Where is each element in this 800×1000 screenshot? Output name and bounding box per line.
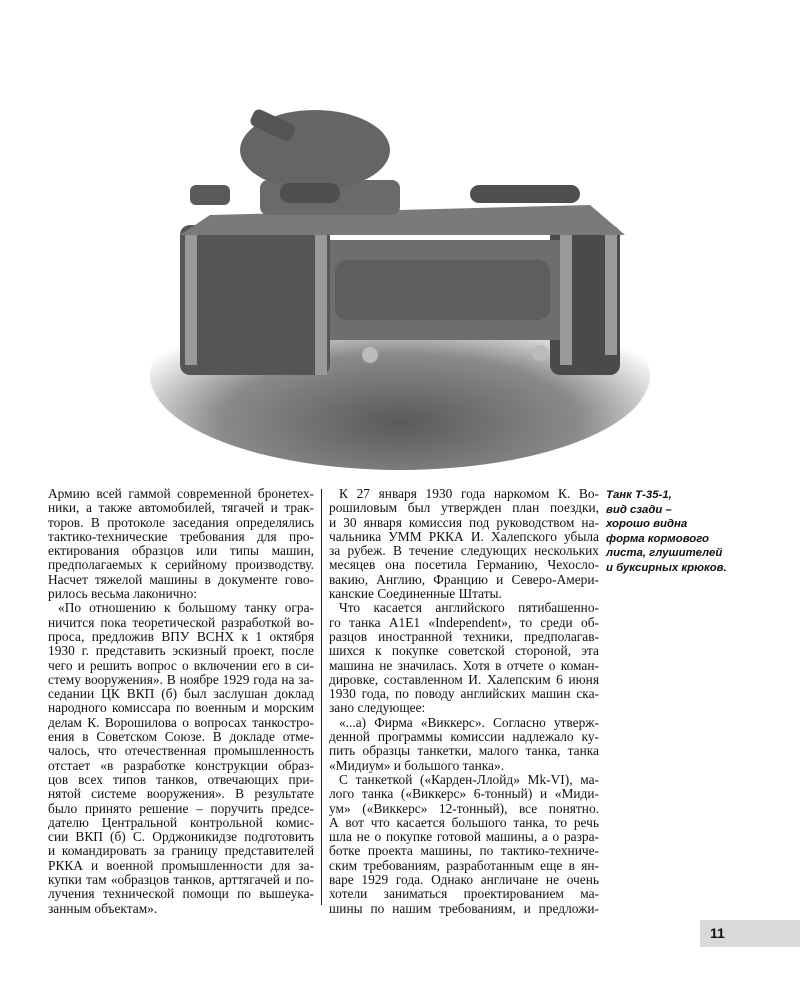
text-line: стему вооружения». В ноябре 1929 года на за- — [48, 672, 314, 687]
text-line: шла не о покупке готовой машины, а о разра- — [329, 830, 599, 845]
paragraph — [329, 716, 599, 773]
text-line: сии ВКП (б) С. Орджоникидзе подготовить — [48, 830, 314, 845]
text-line: торов. В протоколе заседания определялись — [48, 515, 314, 530]
text-line: проса, предложив ВПУ ВСНХ к 1 октября — [48, 629, 314, 644]
text-line: разцов иностранной техники, предполагав- — [329, 629, 599, 644]
text-line: нятой системе вооружения». В результате — [48, 787, 314, 802]
text-line: А вот что касается большого танка, то речь — [329, 815, 599, 830]
text-line: цов всех типов танков, отвечающих при- — [48, 772, 314, 787]
text-line: денной программы комиссии надлежало ку- — [329, 730, 599, 745]
text-line: отстает «в разработке конструкции образ- — [48, 758, 314, 773]
text-line: лого танка («Виккерс» 6-тонный) и «Миди- — [329, 787, 599, 802]
caption-line: листа, глушителей — [606, 547, 723, 559]
caption-line: форма кормового — [606, 532, 709, 545]
text-line: К 27 января 1930 года наркомом К. Во- — [339, 487, 599, 501]
text-line: машина не значилась. Хотя в отчете о коман- — [329, 658, 599, 673]
text-line: 1930 года, по поводу английских машин ска- — [329, 687, 599, 702]
text-line: и 30 января комиссия под руководством на- — [329, 515, 599, 530]
caption-line: и буксирных крюков. — [606, 561, 727, 574]
text-line: предполагаемых к серийному производству. — [48, 558, 314, 573]
caption-line: хорошо видна — [606, 518, 688, 530]
page-number: 11 — [710, 925, 725, 941]
text-line: ум» («Виккерс» 12-тонный), все понятно. — [329, 801, 599, 816]
text-line: ники, а также автомобилей, тягачей и трак- — [48, 501, 314, 516]
text-line: шины по нашим требованиям, и предложи- — [329, 901, 599, 916]
text-line: ским требованиям, разработанным еще в ян- — [329, 858, 599, 873]
text-line: и командировать за границу представителей — [48, 844, 314, 859]
text-line: РККА и военной промышленности для за- — [48, 858, 314, 873]
text-line: го танка A1E1 «Independent», то среди об- — [329, 615, 599, 630]
text-line: дировке, составленном И. Халепским 6 июня — [329, 672, 599, 687]
text-line: ектирования образцов или типы машин, — [48, 544, 314, 559]
text-line: «Мидиум» и большого танка». — [329, 758, 505, 773]
text-line: седании ЦК ВКП (б) был заслушан доклад — [48, 687, 314, 702]
text-line: чего и решить вопрос о включении его в си- — [48, 658, 314, 673]
paragraph — [48, 487, 314, 601]
tank — [180, 107, 625, 375]
paragraph — [48, 601, 314, 916]
paragraph — [329, 487, 599, 601]
text-line: 1930 г. представить эскизный проект, после — [48, 644, 314, 659]
text-line: зано следующее: — [329, 701, 426, 716]
text-line: шихся к покупке советской стороной, эта — [329, 644, 599, 659]
text-line: ничится пока теоретической разработкой во- — [48, 615, 314, 630]
text-line: рилось весьма лаконично: — [48, 587, 198, 602]
text-line: варе 1929 года. Однако англичане не очень — [329, 873, 599, 888]
page-number-box — [700, 920, 800, 947]
text-line: С танкеткой («Карден-Ллойд» Mk-VI), ма- — [339, 772, 599, 787]
text-line: тактико-технические требования для про- — [48, 529, 314, 544]
text-line: Насчет тяжелой машины в документе гово- — [48, 572, 314, 587]
text-line: канские Соединенные Штаты. — [329, 587, 502, 602]
text-line: «По отношению к большому танку огра- — [58, 601, 314, 616]
text-line: лучения технической помощи по вышеука- — [48, 887, 314, 902]
text-line: за рубеж. В течение следующих нескольких — [329, 544, 599, 559]
text-line: народного комиссара по военным и морским — [48, 701, 314, 716]
text-line: Армию всей гаммой современной бронетех- — [48, 487, 314, 501]
text-line: чальника УММ РККА И. Халепского убыла — [329, 529, 599, 544]
paragraph — [329, 601, 599, 715]
caption-line: Танк Т-35-1, — [606, 489, 672, 501]
tank-photo — [150, 85, 650, 475]
text-line: ения в Советском Союзе. В докладе отме- — [48, 730, 314, 745]
text-line: месяцев она посетила Германию, Чехосло- — [329, 558, 599, 573]
text-line: занным объектам». — [48, 901, 158, 916]
text-line: чалось, что отечественная промышленность — [48, 744, 314, 759]
photo-caption — [606, 488, 796, 575]
text-line: дателю Центральной контрольной комис- — [48, 815, 314, 830]
column-divider — [321, 489, 322, 905]
text-line: рошиловым был утвержден план поездки, — [329, 501, 599, 516]
text-line: хотели заниматься проектированием ма- — [329, 887, 599, 902]
text-line: купки там «образцов танков, арттягачей и по- — [48, 873, 314, 888]
text-line: ботке проекта машины, по тактико-техниче- — [329, 844, 599, 859]
text-column-1 — [48, 487, 314, 916]
text-column-2 — [329, 487, 599, 916]
text-line: Что касается английского пятибашенно- — [339, 601, 599, 616]
text-line: «...а) Фирма «Виккерс». Согласно утверж- — [339, 715, 599, 730]
paragraph — [329, 773, 599, 916]
text-line: было принято решение – поручить предсе- — [48, 801, 314, 816]
caption-line: вид сзади – — [606, 503, 672, 516]
text-line: пить образцы танкетки, малого танка, танка — [329, 744, 599, 759]
text-line: делам К. Ворошилова о вопросах танкостро- — [48, 715, 314, 730]
text-line: вакию, Англию, Францию и Северо-Амери- — [329, 572, 599, 587]
